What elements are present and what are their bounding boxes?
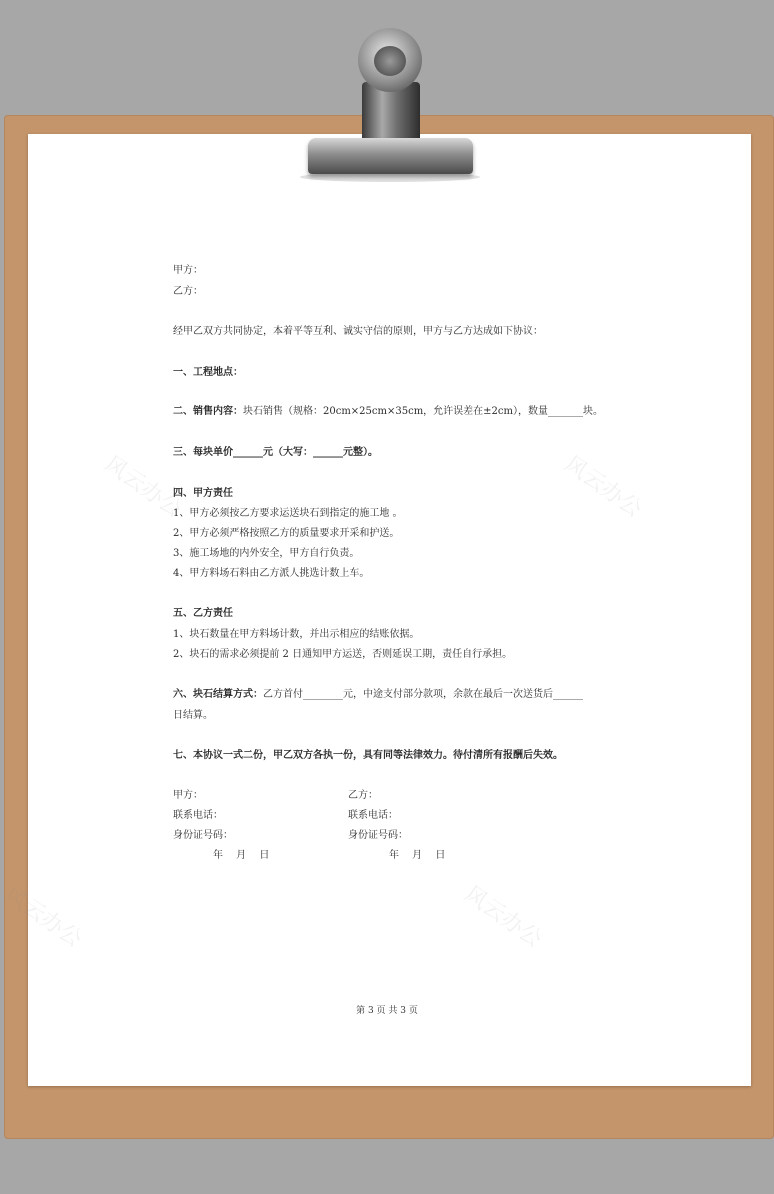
section-6-continuation: 日结算。 [173,710,213,721]
section-2-heading: 二、销售内容： [173,406,243,417]
section-5-item: 1、块石数量在甲方料场计数，并出示相应的结账依据。 [173,629,420,640]
party-b-label: 乙方： [173,286,203,297]
section-2 [173,405,603,419]
clip-hole [374,46,406,76]
watermark: 风云办公 [99,451,187,523]
section-7-heading: 七、本协议一式二份，甲乙双方各执一份，具有同等法律效力。待付清所有报酬后失效。 [173,750,563,761]
section-5-heading: 五、乙方责任 [173,608,233,619]
section-4-item: 4、甲方料场石料由乙方派人挑选计数上车。 [173,568,370,579]
sign-b-id: 身份证号码： [348,830,408,841]
page-number: 第 3 页 共 3 页 [356,1006,418,1016]
watermark: 风云办公 [0,881,87,953]
section-4-item: 2、甲方必须严格按照乙方的质量要求开采和护送。 [173,528,400,539]
section-6-body: 乙方首付________元，中途支付部分款项，余款在最后一次送货后______ [263,689,583,700]
sign-a-phone: 联系电话： [173,810,223,821]
section-4-item: 3、施工场地的内外安全，甲方自行负责。 [173,548,360,559]
section-2-body: 块石销售（规格：20cm×25cm×35cm，允许误差在±2cm），数量_______块。 [243,406,604,417]
binder-clip-icon [308,138,473,174]
section-4-item: 1、甲方必须按乙方要求运送块石到指定的施工地 。 [173,508,403,519]
sign-a-date: 年 月 日 [213,850,270,861]
section-6 [173,688,583,702]
section-4-heading: 四、甲方责任 [173,488,233,499]
section-5-item: 2、块石的需求必须提前 2 日通知甲方运送，否则延误工期，责任自行承担。 [173,649,513,660]
section-6-heading: 六、块石结算方式： [173,689,263,700]
section-3-heading: 三、每块单价______元（大写：______元整）。 [173,447,378,458]
sign-b-phone: 联系电话： [348,810,398,821]
intro-paragraph: 经甲乙双方共同协定，本着平等互利、诚实守信的原则，甲方与乙方达成如下协议： [173,326,543,337]
watermark: 风云办公 [559,451,647,523]
document-page [28,134,751,1086]
sign-b-date: 年 月 日 [389,850,446,861]
sign-a-id: 身份证号码： [173,830,233,841]
sign-b-party: 乙方： [348,790,378,801]
watermark: 风云办公 [459,881,547,953]
party-a-label: 甲方： [173,265,203,276]
section-1-heading: 一、工程地点： [173,367,243,378]
sign-a-party: 甲方： [173,790,203,801]
